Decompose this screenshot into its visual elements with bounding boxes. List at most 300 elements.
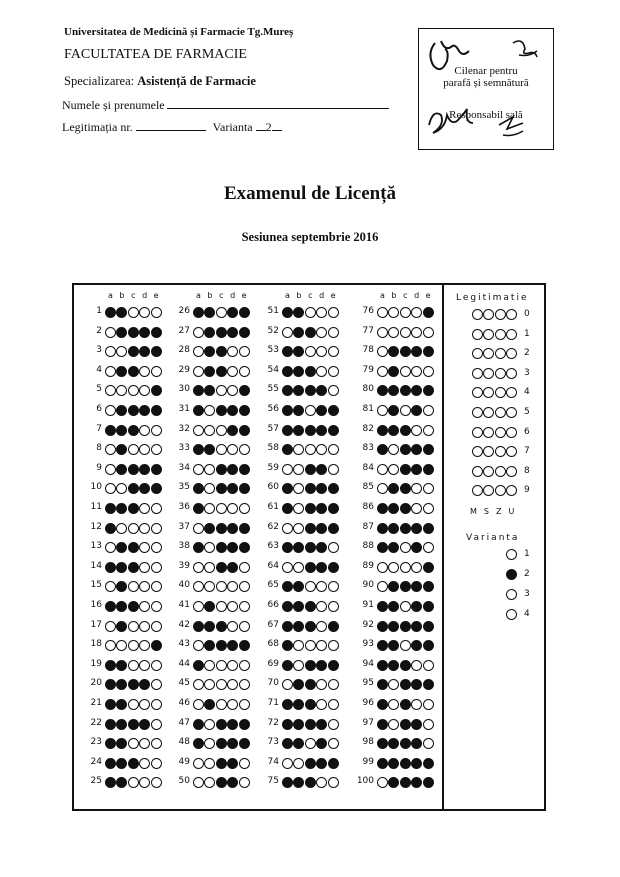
answer-bubble-a[interactable]	[282, 405, 293, 416]
answer-bubble-d[interactable]	[227, 699, 238, 710]
answer-bubble-e[interactable]	[423, 444, 434, 455]
answer-bubble-b[interactable]	[116, 542, 127, 553]
answer-bubble-d[interactable]	[227, 503, 238, 514]
answer-bubble-c[interactable]	[400, 601, 411, 612]
answer-bubble-d[interactable]	[139, 581, 150, 592]
answer-bubble-a[interactable]	[282, 640, 293, 651]
answer-bubble-c[interactable]	[400, 327, 411, 338]
answer-bubble-c[interactable]	[305, 601, 316, 612]
answer-bubble-b[interactable]	[388, 719, 399, 730]
answer-bubble-c[interactable]	[128, 444, 139, 455]
answer-bubble-a[interactable]	[377, 699, 388, 710]
answer-bubble-d[interactable]	[227, 581, 238, 592]
answer-bubble-b[interactable]	[293, 385, 304, 396]
answer-bubble-c[interactable]	[216, 366, 227, 377]
answer-bubble-a[interactable]	[105, 581, 116, 592]
answer-bubble-a[interactable]	[105, 503, 116, 514]
answer-bubble-e[interactable]	[151, 425, 162, 436]
answer-bubble-b[interactable]	[388, 542, 399, 553]
answer-bubble-c[interactable]	[400, 405, 411, 416]
answer-bubble-a[interactable]	[377, 660, 388, 671]
answer-bubble-b[interactable]	[116, 444, 127, 455]
answer-bubble-d[interactable]	[139, 542, 150, 553]
answer-bubble-c[interactable]	[305, 581, 316, 592]
answer-bubble-b[interactable]	[204, 562, 215, 573]
answer-bubble-b[interactable]	[204, 366, 215, 377]
answer-bubble-e[interactable]	[151, 385, 162, 396]
answer-bubble-e[interactable]	[328, 719, 339, 730]
answer-bubble-c[interactable]	[305, 679, 316, 690]
answer-bubble-d[interactable]	[227, 679, 238, 690]
answer-bubble-a[interactable]	[105, 542, 116, 553]
answer-bubble-a[interactable]	[193, 327, 204, 338]
answer-bubble-b[interactable]	[204, 464, 215, 475]
answer-bubble-e[interactable]	[328, 758, 339, 769]
answer-bubble-d[interactable]	[139, 621, 150, 632]
answer-bubble-c[interactable]	[128, 738, 139, 749]
answer-bubble-d[interactable]	[316, 621, 327, 632]
answer-bubble-e[interactable]	[423, 738, 434, 749]
answer-bubble-e[interactable]	[239, 483, 250, 494]
answer-bubble-a[interactable]	[282, 562, 293, 573]
answer-bubble-e[interactable]	[239, 503, 250, 514]
answer-bubble-e[interactable]	[423, 503, 434, 514]
answer-bubble-e[interactable]	[239, 405, 250, 416]
answer-bubble-a[interactable]	[193, 523, 204, 534]
answer-bubble-d[interactable]	[227, 777, 238, 788]
legitimatie-bubble[interactable]	[472, 485, 483, 496]
answer-bubble-d[interactable]	[316, 444, 327, 455]
answer-bubble-b[interactable]	[293, 660, 304, 671]
answer-bubble-b[interactable]	[204, 719, 215, 730]
answer-bubble-c[interactable]	[216, 327, 227, 338]
answer-bubble-e[interactable]	[151, 366, 162, 377]
answer-bubble-b[interactable]	[204, 679, 215, 690]
answer-bubble-e[interactable]	[151, 601, 162, 612]
answer-bubble-c[interactable]	[216, 562, 227, 573]
answer-bubble-d[interactable]	[139, 777, 150, 788]
answer-bubble-c[interactable]	[216, 758, 227, 769]
answer-bubble-a[interactable]	[105, 738, 116, 749]
answer-bubble-e[interactable]	[423, 464, 434, 475]
legitimatie-bubble[interactable]	[483, 407, 494, 418]
answer-bubble-e[interactable]	[151, 621, 162, 632]
answer-bubble-b[interactable]	[204, 405, 215, 416]
answer-bubble-b[interactable]	[204, 346, 215, 357]
answer-bubble-c[interactable]	[128, 660, 139, 671]
answer-bubble-e[interactable]	[423, 719, 434, 730]
answer-bubble-c[interactable]	[400, 523, 411, 534]
answer-bubble-c[interactable]	[216, 503, 227, 514]
answer-bubble-d[interactable]	[411, 621, 422, 632]
answer-bubble-b[interactable]	[293, 777, 304, 788]
answer-bubble-a[interactable]	[377, 640, 388, 651]
answer-bubble-e[interactable]	[151, 327, 162, 338]
answer-bubble-b[interactable]	[204, 327, 215, 338]
answer-bubble-e[interactable]	[151, 679, 162, 690]
answer-bubble-a[interactable]	[377, 444, 388, 455]
answer-bubble-a[interactable]	[282, 523, 293, 534]
answer-bubble-a[interactable]	[193, 562, 204, 573]
answer-bubble-a[interactable]	[282, 385, 293, 396]
answer-bubble-b[interactable]	[204, 385, 215, 396]
answer-bubble-b[interactable]	[204, 621, 215, 632]
answer-bubble-b[interactable]	[388, 738, 399, 749]
legitimatie-bubble[interactable]	[495, 427, 506, 438]
answer-bubble-d[interactable]	[139, 405, 150, 416]
legitimatie-bubble[interactable]	[483, 466, 494, 477]
answer-bubble-b[interactable]	[116, 523, 127, 534]
answer-bubble-e[interactable]	[423, 640, 434, 651]
answer-bubble-e[interactable]	[151, 562, 162, 573]
answer-bubble-c[interactable]	[128, 640, 139, 651]
answer-bubble-d[interactable]	[316, 699, 327, 710]
legitimatie-bubble[interactable]	[506, 387, 517, 398]
answer-bubble-c[interactable]	[128, 346, 139, 357]
answer-bubble-e[interactable]	[328, 621, 339, 632]
answer-bubble-a[interactable]	[193, 405, 204, 416]
answer-bubble-e[interactable]	[328, 542, 339, 553]
answer-bubble-e[interactable]	[239, 621, 250, 632]
answer-bubble-a[interactable]	[105, 660, 116, 671]
answer-bubble-b[interactable]	[204, 738, 215, 749]
legitimatie-bubble[interactable]	[472, 427, 483, 438]
answer-bubble-c[interactable]	[305, 738, 316, 749]
answer-bubble-a[interactable]	[377, 425, 388, 436]
answer-bubble-a[interactable]	[282, 464, 293, 475]
answer-bubble-e[interactable]	[423, 601, 434, 612]
answer-bubble-e[interactable]	[239, 425, 250, 436]
answer-bubble-e[interactable]	[239, 699, 250, 710]
answer-bubble-c[interactable]	[216, 581, 227, 592]
answer-bubble-c[interactable]	[305, 523, 316, 534]
answer-bubble-d[interactable]	[411, 366, 422, 377]
answer-bubble-b[interactable]	[293, 562, 304, 573]
answer-bubble-e[interactable]	[151, 346, 162, 357]
answer-bubble-c[interactable]	[216, 464, 227, 475]
legitimatie-bubble[interactable]	[495, 466, 506, 477]
answer-bubble-a[interactable]	[377, 719, 388, 730]
answer-bubble-a[interactable]	[105, 523, 116, 534]
answer-bubble-e[interactable]	[423, 562, 434, 573]
answer-bubble-e[interactable]	[328, 640, 339, 651]
answer-bubble-e[interactable]	[151, 464, 162, 475]
answer-bubble-b[interactable]	[116, 777, 127, 788]
answer-bubble-e[interactable]	[423, 699, 434, 710]
answer-bubble-a[interactable]	[193, 738, 204, 749]
answer-bubble-d[interactable]	[139, 307, 150, 318]
answer-bubble-c[interactable]	[128, 503, 139, 514]
answer-bubble-b[interactable]	[293, 503, 304, 514]
answer-bubble-b[interactable]	[388, 777, 399, 788]
answer-bubble-b[interactable]	[204, 307, 215, 318]
answer-bubble-d[interactable]	[316, 346, 327, 357]
answer-bubble-e[interactable]	[151, 444, 162, 455]
answer-bubble-a[interactable]	[282, 738, 293, 749]
answer-bubble-d[interactable]	[316, 562, 327, 573]
answer-bubble-c[interactable]	[128, 483, 139, 494]
answer-bubble-e[interactable]	[423, 777, 434, 788]
answer-bubble-d[interactable]	[411, 758, 422, 769]
answer-bubble-e[interactable]	[151, 699, 162, 710]
legitimatie-bubble[interactable]	[495, 368, 506, 379]
answer-bubble-b[interactable]	[388, 758, 399, 769]
legitimatie-bubble[interactable]	[506, 466, 517, 477]
answer-bubble-b[interactable]	[388, 640, 399, 651]
answer-bubble-a[interactable]	[105, 601, 116, 612]
answer-bubble-e[interactable]	[423, 621, 434, 632]
legitimatie-bubble[interactable]	[506, 348, 517, 359]
answer-bubble-b[interactable]	[388, 425, 399, 436]
answer-bubble-b[interactable]	[388, 581, 399, 592]
answer-bubble-d[interactable]	[139, 719, 150, 730]
answer-bubble-e[interactable]	[328, 777, 339, 788]
answer-bubble-c[interactable]	[400, 562, 411, 573]
answer-bubble-c[interactable]	[216, 719, 227, 730]
answer-bubble-c[interactable]	[400, 464, 411, 475]
answer-bubble-e[interactable]	[328, 660, 339, 671]
answer-bubble-e[interactable]	[423, 758, 434, 769]
answer-bubble-c[interactable]	[305, 366, 316, 377]
answer-bubble-a[interactable]	[282, 346, 293, 357]
answer-bubble-b[interactable]	[116, 425, 127, 436]
answer-bubble-e[interactable]	[423, 542, 434, 553]
answer-bubble-b[interactable]	[293, 425, 304, 436]
answer-bubble-c[interactable]	[400, 758, 411, 769]
answer-bubble-b[interactable]	[388, 503, 399, 514]
answer-bubble-a[interactable]	[193, 758, 204, 769]
answer-bubble-a[interactable]	[377, 581, 388, 592]
answer-bubble-a[interactable]	[377, 758, 388, 769]
answer-bubble-d[interactable]	[139, 562, 150, 573]
answer-bubble-c[interactable]	[305, 640, 316, 651]
answer-bubble-e[interactable]	[328, 346, 339, 357]
answer-bubble-c[interactable]	[128, 699, 139, 710]
answer-bubble-b[interactable]	[293, 679, 304, 690]
answer-bubble-c[interactable]	[305, 307, 316, 318]
answer-bubble-e[interactable]	[151, 660, 162, 671]
answer-bubble-c[interactable]	[400, 483, 411, 494]
answer-bubble-b[interactable]	[293, 366, 304, 377]
answer-bubble-e[interactable]	[423, 660, 434, 671]
answer-bubble-e[interactable]	[423, 405, 434, 416]
answer-bubble-a[interactable]	[105, 346, 116, 357]
answer-bubble-e[interactable]	[423, 581, 434, 592]
answer-bubble-e[interactable]	[151, 719, 162, 730]
answer-bubble-e[interactable]	[151, 640, 162, 651]
answer-bubble-e[interactable]	[328, 425, 339, 436]
answer-bubble-c[interactable]	[128, 425, 139, 436]
answer-bubble-d[interactable]	[316, 738, 327, 749]
legitimatie-bubble[interactable]	[483, 368, 494, 379]
answer-bubble-e[interactable]	[328, 483, 339, 494]
answer-bubble-c[interactable]	[128, 562, 139, 573]
answer-bubble-b[interactable]	[204, 581, 215, 592]
answer-bubble-b[interactable]	[204, 444, 215, 455]
answer-bubble-a[interactable]	[193, 483, 204, 494]
answer-bubble-d[interactable]	[227, 444, 238, 455]
answer-bubble-c[interactable]	[216, 385, 227, 396]
answer-bubble-d[interactable]	[139, 366, 150, 377]
answer-bubble-c[interactable]	[400, 425, 411, 436]
answer-bubble-b[interactable]	[116, 640, 127, 651]
answer-bubble-d[interactable]	[227, 425, 238, 436]
varianta-bubble-4[interactable]	[506, 609, 517, 620]
legitimatie-bubble[interactable]	[472, 387, 483, 398]
answer-bubble-d[interactable]	[227, 307, 238, 318]
answer-bubble-a[interactable]	[193, 640, 204, 651]
answer-bubble-e[interactable]	[239, 660, 250, 671]
answer-bubble-d[interactable]	[139, 483, 150, 494]
answer-bubble-c[interactable]	[305, 444, 316, 455]
answer-bubble-b[interactable]	[116, 503, 127, 514]
answer-bubble-c[interactable]	[400, 621, 411, 632]
answer-bubble-c[interactable]	[216, 483, 227, 494]
answer-bubble-d[interactable]	[411, 777, 422, 788]
answer-bubble-e[interactable]	[151, 777, 162, 788]
answer-bubble-c[interactable]	[128, 679, 139, 690]
answer-bubble-b[interactable]	[116, 327, 127, 338]
answer-bubble-a[interactable]	[193, 660, 204, 671]
answer-bubble-b[interactable]	[388, 327, 399, 338]
answer-bubble-e[interactable]	[151, 503, 162, 514]
answer-bubble-d[interactable]	[411, 385, 422, 396]
answer-bubble-a[interactable]	[282, 425, 293, 436]
answer-bubble-b[interactable]	[116, 758, 127, 769]
answer-bubble-e[interactable]	[423, 523, 434, 534]
answer-bubble-d[interactable]	[316, 464, 327, 475]
answer-bubble-a[interactable]	[105, 327, 116, 338]
answer-bubble-b[interactable]	[388, 307, 399, 318]
answer-bubble-a[interactable]	[105, 621, 116, 632]
answer-bubble-a[interactable]	[377, 523, 388, 534]
answer-bubble-a[interactable]	[105, 385, 116, 396]
answer-bubble-c[interactable]	[128, 327, 139, 338]
answer-bubble-d[interactable]	[411, 307, 422, 318]
answer-bubble-a[interactable]	[193, 621, 204, 632]
answer-bubble-d[interactable]	[411, 444, 422, 455]
answer-bubble-a[interactable]	[105, 307, 116, 318]
answer-bubble-a[interactable]	[193, 601, 204, 612]
answer-bubble-d[interactable]	[411, 464, 422, 475]
answer-bubble-c[interactable]	[128, 621, 139, 632]
answer-bubble-a[interactable]	[193, 679, 204, 690]
answer-bubble-d[interactable]	[411, 699, 422, 710]
answer-bubble-c[interactable]	[305, 327, 316, 338]
legitimatie-bubble[interactable]	[472, 329, 483, 340]
answer-bubble-d[interactable]	[139, 679, 150, 690]
answer-bubble-d[interactable]	[227, 327, 238, 338]
answer-bubble-c[interactable]	[128, 366, 139, 377]
answer-bubble-b[interactable]	[293, 444, 304, 455]
answer-bubble-b[interactable]	[116, 699, 127, 710]
answer-bubble-d[interactable]	[227, 719, 238, 730]
answer-bubble-b[interactable]	[116, 719, 127, 730]
answer-bubble-e[interactable]	[151, 307, 162, 318]
legitimatie-bubble[interactable]	[495, 309, 506, 320]
legitimatie-bubble[interactable]	[495, 446, 506, 457]
answer-bubble-b[interactable]	[204, 777, 215, 788]
answer-bubble-d[interactable]	[411, 562, 422, 573]
answer-bubble-a[interactable]	[282, 483, 293, 494]
answer-bubble-b[interactable]	[388, 621, 399, 632]
answer-bubble-e[interactable]	[423, 327, 434, 338]
answer-bubble-a[interactable]	[105, 640, 116, 651]
answer-bubble-b[interactable]	[116, 562, 127, 573]
answer-bubble-b[interactable]	[116, 483, 127, 494]
answer-bubble-d[interactable]	[316, 523, 327, 534]
answer-bubble-b[interactable]	[388, 679, 399, 690]
answer-bubble-a[interactable]	[377, 503, 388, 514]
answer-bubble-e[interactable]	[239, 385, 250, 396]
answer-bubble-d[interactable]	[316, 405, 327, 416]
answer-bubble-e[interactable]	[239, 777, 250, 788]
answer-bubble-c[interactable]	[216, 640, 227, 651]
answer-bubble-d[interactable]	[316, 581, 327, 592]
answer-bubble-c[interactable]	[400, 307, 411, 318]
answer-bubble-e[interactable]	[423, 679, 434, 690]
answer-bubble-e[interactable]	[239, 523, 250, 534]
answer-bubble-d[interactable]	[411, 425, 422, 436]
answer-bubble-d[interactable]	[227, 640, 238, 651]
answer-bubble-d[interactable]	[411, 542, 422, 553]
answer-bubble-d[interactable]	[139, 425, 150, 436]
answer-bubble-d[interactable]	[411, 719, 422, 730]
answer-bubble-e[interactable]	[239, 464, 250, 475]
answer-bubble-b[interactable]	[116, 346, 127, 357]
answer-bubble-d[interactable]	[316, 679, 327, 690]
legitimatie-bubble[interactable]	[495, 387, 506, 398]
answer-bubble-d[interactable]	[227, 385, 238, 396]
answer-bubble-d[interactable]	[227, 621, 238, 632]
legitimatie-bubble[interactable]	[472, 446, 483, 457]
answer-bubble-b[interactable]	[204, 425, 215, 436]
answer-bubble-a[interactable]	[282, 601, 293, 612]
answer-bubble-c[interactable]	[400, 542, 411, 553]
answer-bubble-c[interactable]	[305, 758, 316, 769]
answer-bubble-d[interactable]	[227, 660, 238, 671]
answer-bubble-e[interactable]	[239, 601, 250, 612]
answer-bubble-c[interactable]	[216, 405, 227, 416]
answer-bubble-b[interactable]	[293, 307, 304, 318]
answer-bubble-a[interactable]	[282, 307, 293, 318]
answer-bubble-d[interactable]	[227, 366, 238, 377]
answer-bubble-a[interactable]	[193, 699, 204, 710]
answer-bubble-e[interactable]	[239, 366, 250, 377]
answer-bubble-b[interactable]	[293, 483, 304, 494]
answer-bubble-a[interactable]	[105, 679, 116, 690]
answer-bubble-e[interactable]	[328, 405, 339, 416]
answer-bubble-c[interactable]	[400, 719, 411, 730]
answer-bubble-e[interactable]	[239, 444, 250, 455]
answer-bubble-c[interactable]	[400, 366, 411, 377]
answer-bubble-d[interactable]	[227, 601, 238, 612]
answer-bubble-b[interactable]	[204, 758, 215, 769]
answer-bubble-e[interactable]	[328, 523, 339, 534]
answer-bubble-c[interactable]	[128, 385, 139, 396]
answer-bubble-b[interactable]	[293, 640, 304, 651]
answer-bubble-c[interactable]	[128, 464, 139, 475]
answer-bubble-d[interactable]	[316, 366, 327, 377]
answer-bubble-c[interactable]	[128, 719, 139, 730]
answer-bubble-c[interactable]	[305, 719, 316, 730]
answer-bubble-e[interactable]	[328, 307, 339, 318]
answer-bubble-b[interactable]	[388, 405, 399, 416]
answer-bubble-e[interactable]	[151, 405, 162, 416]
answer-bubble-a[interactable]	[377, 307, 388, 318]
answer-bubble-c[interactable]	[305, 660, 316, 671]
answer-bubble-e[interactable]	[328, 679, 339, 690]
